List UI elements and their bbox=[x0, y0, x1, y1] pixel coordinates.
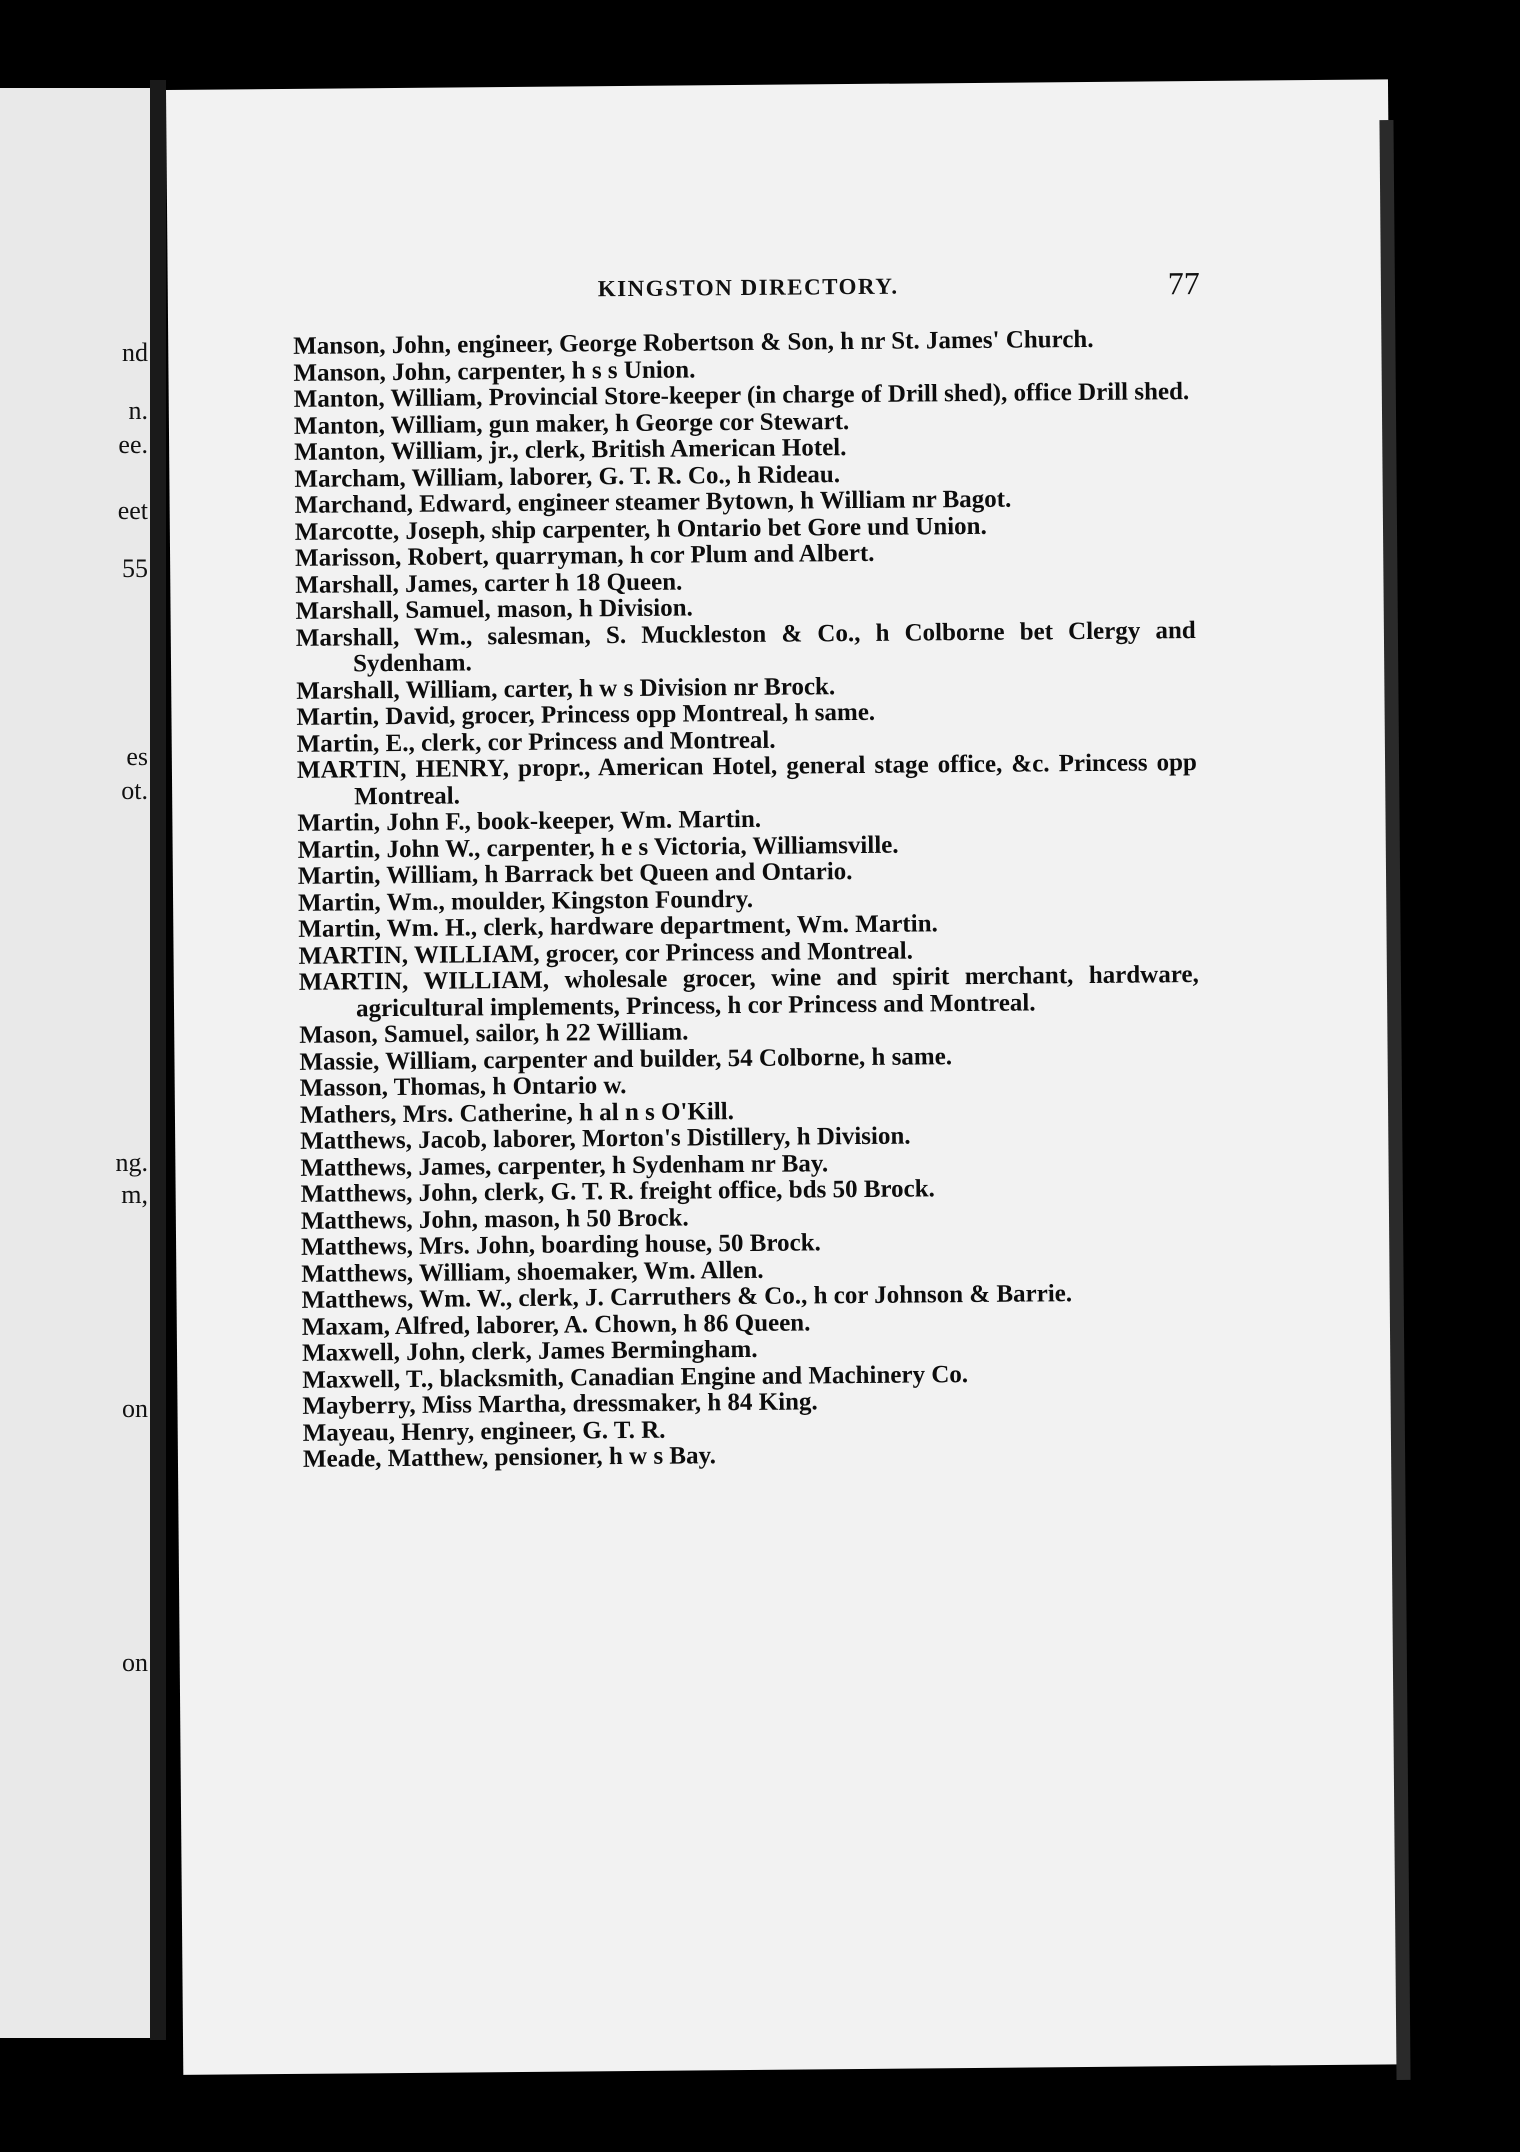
left-page-fragment: eet bbox=[117, 496, 148, 525]
directory-entry: Mayberry, Miss Martha, dressmaker, h 84 King. bbox=[302, 1388, 818, 1420]
directory-entry: Massie, William, carpenter and builder, 54 Colborne, h same. bbox=[299, 1042, 953, 1076]
directory-entry: Mathers, Mrs. Catherine, h al n s O'Kill. bbox=[299, 1097, 735, 1129]
directory-entry: MARTIN, WILLIAM, grocer, cor Princess and Montreal. bbox=[298, 937, 914, 970]
directory-entry: Martin, John F., book-keeper, Wm. Martin. bbox=[297, 805, 762, 837]
directory-entry: Matthews, John, clerk, G. T. R. freight office, bds 50 Brock. bbox=[300, 1175, 935, 1208]
directory-entry: Matthews, Jacob, laborer, Morton's Distillery, h Division. bbox=[300, 1122, 911, 1155]
directory-entry: Martin, William, h Barrack bet Queen and Ontario. bbox=[297, 858, 853, 890]
directory-entry: Marshall, Wm., salesman, S. Muckleston & Co., h Colborne bet Clergy and Sydenham. bbox=[295, 616, 1196, 678]
left-page-fragment: ng. bbox=[115, 1148, 148, 1177]
left-page-fragment: ee. bbox=[118, 430, 148, 459]
directory-entry: Martin, Wm., moulder, Kingston Foundry. bbox=[297, 885, 754, 917]
directory-page bbox=[166, 79, 1405, 2075]
running-head: KINGSTON DIRECTORY. bbox=[597, 273, 899, 302]
directory-entry: Marchand, Edward, engineer steamer Bytown, h William nr Bagot. bbox=[294, 485, 1012, 519]
book-gutter bbox=[150, 80, 166, 2040]
left-page-fragment: nd bbox=[122, 338, 148, 367]
page-header bbox=[168, 264, 1390, 320]
directory-entry: Marisson, Robert, quarryman, h cor Plum and Albert. bbox=[294, 539, 875, 572]
directory-entry: Manson, John, carpenter, h s s Union. bbox=[293, 355, 696, 387]
directory-entry: Marshall, William, carter, h w s Division nr Brock. bbox=[296, 672, 836, 705]
directory-entry: Manton, William, gun maker, h George cor Stewart. bbox=[293, 407, 850, 440]
left-page-fragment: 55 bbox=[122, 554, 148, 583]
directory-entry: Martin, E., clerk, cor Princess and Montreal. bbox=[296, 726, 776, 758]
directory-entry: Matthews, Wm. W., clerk, J. Carruthers & Co., h cor Johnson & Barrie. bbox=[301, 1280, 1073, 1314]
directory-entry: Mason, Samuel, sailor, h 22 William. bbox=[299, 1018, 689, 1049]
directory-entry: Manson, John, engineer, George Robertson & Son, h nr St. James' Church. bbox=[293, 325, 1094, 360]
left-page-fragment: m, bbox=[121, 1180, 148, 1209]
directory-entry: Marshall, Samuel, mason, h Division. bbox=[295, 594, 693, 625]
left-page-fragment: es bbox=[126, 742, 148, 771]
directory-entry: MARTIN, WILLIAM, wholesale grocer, wine and spirit merchant, hardware, agricultural implements, Princess, h cor Princess and Montreal. bbox=[298, 961, 1199, 1022]
directory-entry: Masson, Thomas, h Ontario w. bbox=[299, 1072, 627, 1102]
directory-entries bbox=[293, 326, 1203, 1473]
directory-entry: Meade, Matthew, pensioner, h w s Bay. bbox=[302, 1442, 717, 1473]
directory-entry: Matthews, John, mason, h 50 Brock. bbox=[300, 1203, 689, 1235]
directory-entry: Manton, William, Provincial Store-keeper (in charge of Drill shed), office Drill shed. bbox=[293, 378, 1190, 413]
left-page-fragment: on bbox=[122, 1394, 148, 1423]
left-page-fragment: n. bbox=[128, 396, 148, 425]
directory-entry: Matthews, William, shoemaker, Wm. Allen. bbox=[301, 1256, 764, 1288]
directory-entry: Marshall, James, carter h 18 Queen. bbox=[295, 568, 683, 599]
directory-entry: Maxwell, John, clerk, James Bermingham. bbox=[301, 1335, 758, 1367]
directory-entry: Maxam, Alfred, laborer, A. Chown, h 86 Queen. bbox=[301, 1308, 811, 1341]
directory-entry: Maxwell, T., blacksmith, Canadian Engine and Machinery Co. bbox=[302, 1360, 969, 1394]
directory-entry: Marcotte, Joseph, ship carpenter, h Ontario bet Gore und Union. bbox=[294, 512, 987, 546]
directory-entry: Martin, John W., carpenter, h e s Victoria, Williamsville. bbox=[297, 831, 899, 864]
left-facing-page bbox=[0, 88, 150, 2038]
directory-entry: Manton, William, jr., clerk, British American Hotel. bbox=[294, 434, 847, 466]
directory-entry: Matthews, Mrs. John, boarding house, 50 Brock. bbox=[300, 1229, 821, 1261]
directory-entry: Marcham, William, laborer, G. T. R. Co., h Rideau. bbox=[294, 460, 841, 493]
left-page-fragment: on bbox=[122, 1648, 148, 1677]
left-page-fragment: ot. bbox=[121, 776, 148, 805]
directory-entry: Martin, David, grocer, Princess opp Montreal, h same. bbox=[296, 698, 876, 731]
directory-entry: MARTIN, HENRY, propr., American Hotel, general stage office, &c. Princess opp Montreal. bbox=[296, 749, 1198, 810]
directory-entry: Matthews, James, carpenter, h Sydenham nr Bay. bbox=[300, 1149, 829, 1182]
directory-entry: Mayeau, Henry, engineer, G. T. R. bbox=[302, 1416, 666, 1447]
page-number: 77 bbox=[1167, 264, 1200, 302]
directory-entry: Martin, Wm. H., clerk, hardware department, Wm. Martin. bbox=[298, 910, 938, 943]
